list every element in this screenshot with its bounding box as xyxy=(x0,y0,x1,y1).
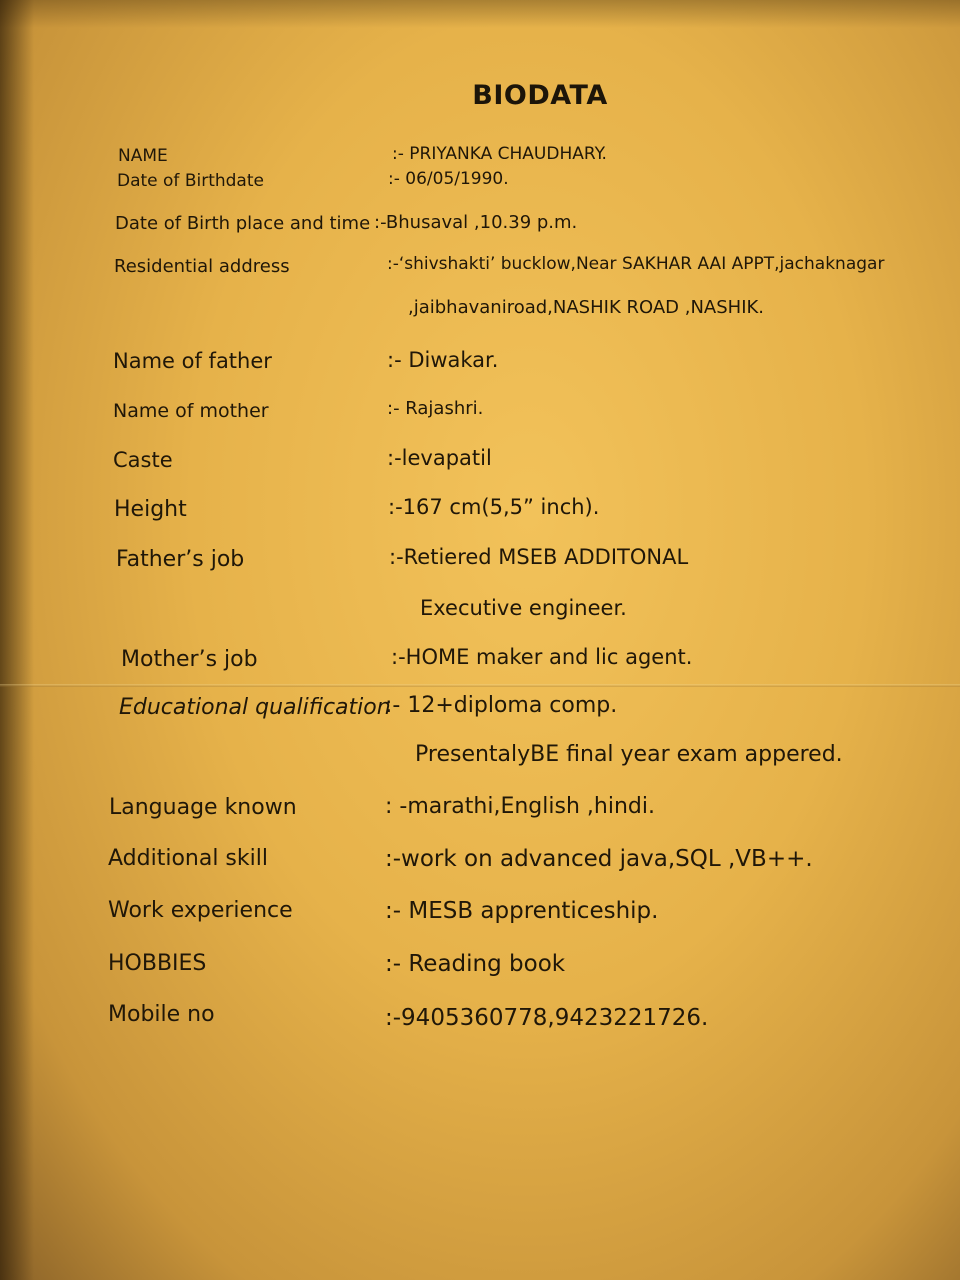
field-value-height: :-167 cm(5,5” inch). xyxy=(388,495,600,519)
field-label-hobbies: HOBBIES xyxy=(108,951,207,976)
field-label-birth-place-time: Date of Birth place and time xyxy=(115,213,371,234)
field-label-father-job: Father’s job xyxy=(116,547,245,572)
field-label-caste: Caste xyxy=(113,448,173,472)
field-value-mother-job: :-HOME maker and lic agent. xyxy=(391,645,693,669)
field-value-additional-skill: :-work on advanced java,SQL ,VB++. xyxy=(385,846,813,872)
field-label-birthdate: Date of Birthdate xyxy=(117,171,264,191)
field-value-father-name: :- Diwakar. xyxy=(387,348,499,372)
field-value-hobbies: :- Reading book xyxy=(385,951,566,977)
field-value-mobile: :-9405360778,9423221726. xyxy=(385,1005,709,1031)
field-value-education: :- 12+diploma comp. xyxy=(385,693,618,718)
field-label-name: NAME xyxy=(118,146,168,166)
field-value-father-job-line2: Executive engineer. xyxy=(420,596,627,620)
field-label-residential-address: Residential address xyxy=(114,256,290,277)
field-label-language: Language known xyxy=(109,795,297,820)
field-label-mother-job: Mother’s job xyxy=(121,647,258,672)
field-value-birthdate: :- 06/05/1990. xyxy=(388,169,509,189)
field-label-mobile: Mobile no xyxy=(108,1002,215,1027)
document-title: BIODATA xyxy=(472,80,608,111)
field-value-residential-address-line2: ,jaibhavaniroad,NASHIK ROAD ,NASHIK. xyxy=(408,297,765,318)
left-edge-shadow xyxy=(0,0,34,1280)
field-value-work-experience: :- MESB apprenticeship. xyxy=(385,898,659,924)
field-value-education-line2: PresentalyBE final year exam appered. xyxy=(415,742,843,767)
field-label-education: Educational qualification xyxy=(119,695,391,720)
field-label-height: Height xyxy=(114,497,187,522)
field-label-work-experience: Work experience xyxy=(108,898,293,923)
field-value-birth-place-time: :-Bhusaval ,10.39 p.m. xyxy=(374,212,578,233)
field-value-father-job: :-Retiered MSEB ADDITONAL xyxy=(389,545,689,569)
field-label-father-name: Name of father xyxy=(113,349,272,373)
field-value-name: :- PRIYANKA CHAUDHARY. xyxy=(392,144,607,164)
field-value-mother-name: :- Rajashri. xyxy=(387,398,484,419)
field-value-caste: :-levapatil xyxy=(387,446,492,470)
field-value-residential-address: :-‘shivshakti’ bucklow,Near SAKHAR AAI APPT,jachaknagar xyxy=(387,254,885,274)
field-label-mother-name: Name of mother xyxy=(113,400,269,422)
top-edge-shadow xyxy=(0,0,960,28)
field-label-additional-skill: Additional skill xyxy=(108,846,268,871)
field-value-language: : -marathi,English ,hindi. xyxy=(385,794,655,819)
paper-fold-line xyxy=(0,684,960,687)
